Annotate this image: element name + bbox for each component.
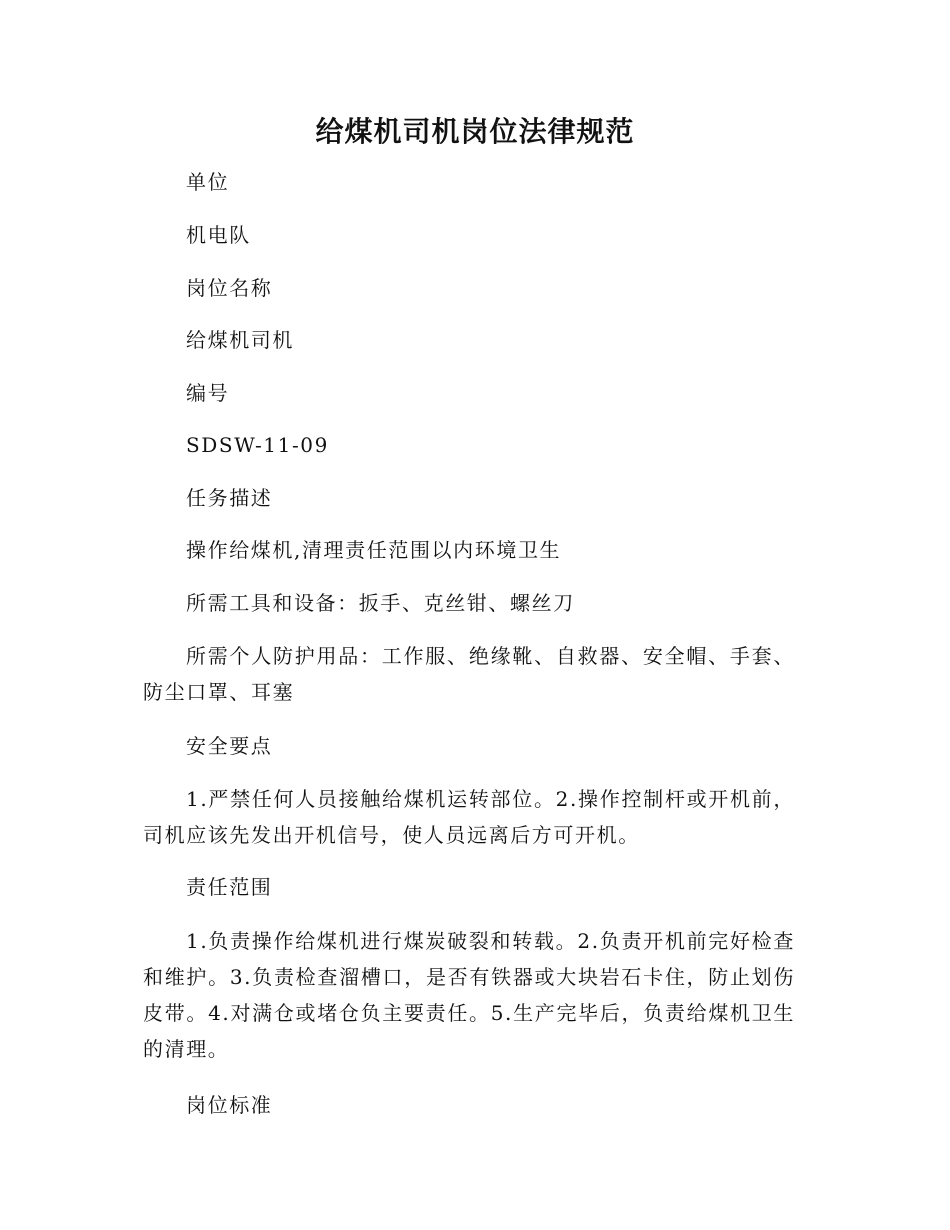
paragraph-position-label: 岗位名称	[186, 276, 273, 300]
paragraph-responsibility-label: 责任范围	[186, 875, 273, 899]
paragraph-number-value: SDSW-11-09	[186, 433, 329, 457]
paragraph-tools: 所需工具和设备：扳手、克丝钳、螺丝刀	[186, 591, 575, 615]
paragraph-protective-gear: 所需个人防护用品：工作服、绝缘靴、自救器、安全帽、手套、防尘口罩、耳塞	[143, 644, 795, 704]
paragraph-responsibility-scope: 1.负责操作给煤机进行煤炭破裂和转载。2.负责开机前完好检查和维护。3.负责检查溜槽口，是否有铁器或大块岩石卡住，防止划伤皮带。4.对满仓或堵仓负主要责任。5.生产完毕后，负责给煤机卫生的清理。	[143, 929, 795, 1061]
paragraph-task-value: 操作给煤机,清理责任范围以内环境卫生	[186, 538, 562, 562]
paragraph-safety-label: 安全要点	[186, 734, 273, 758]
paragraph-unit-label: 单位	[186, 170, 230, 194]
paragraph-standards-label: 岗位标准	[186, 1093, 273, 1117]
paragraph-task-label: 任务描述	[186, 486, 273, 510]
paragraph-unit-value: 机电队	[186, 223, 251, 247]
paragraph-position-value: 给煤机司机	[186, 328, 294, 352]
document-title: 给煤机司机岗位法律规范	[315, 115, 635, 148]
paragraph-safety-points: 1.严禁任何人员接触给煤机运转部位。2.操作控制杆或开机前，司机应该先发出开机信号，使人员远离后方可开机。	[143, 787, 795, 847]
paragraph-number-label: 编号	[186, 381, 230, 405]
